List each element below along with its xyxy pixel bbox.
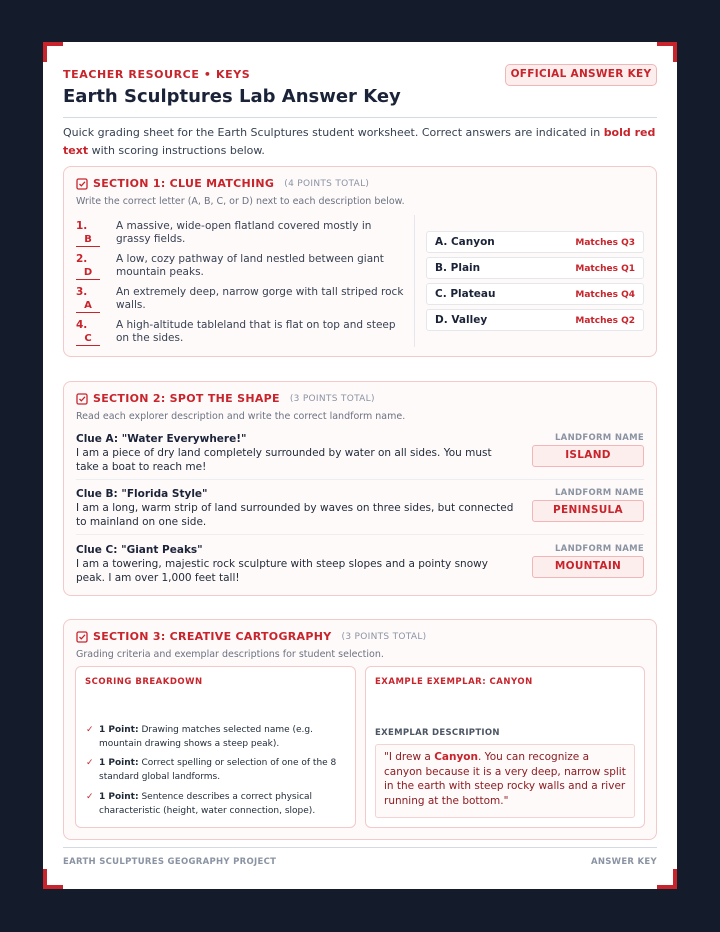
section-title: SECTION 3: CREATIVE CARTOGRAPHY: [93, 630, 332, 643]
question-text: A massive, wide-open flatland covered mostly in grassy fields.: [116, 220, 372, 245]
landform-label: LANDFORM NAME: [554, 488, 644, 498]
clue-text: I am a long, warm strip of land surrounded by waves on three sides, but connected to mainland on one side.: [76, 502, 514, 528]
corner-mark: [43, 42, 63, 62]
scoring-point: 1 Point:: [99, 758, 139, 768]
section-title: SECTION 1: CLUE MATCHING: [93, 177, 275, 190]
page-title: Earth Sculptures Lab Answer Key: [63, 86, 401, 107]
example-exemplar-card: [365, 666, 645, 828]
section-clue-matching: [63, 166, 657, 357]
clue-item: [76, 488, 644, 528]
official-badge: OFFICIAL ANSWER KEY: [505, 64, 657, 86]
match-label: A. Canyon: [435, 236, 495, 248]
landform-answer: PENINSULA: [532, 500, 644, 522]
footer-left: EARTH SCULPTURES GEOGRAPHY PROJECT: [63, 857, 277, 867]
clue-name: Clue C: "Giant Peaks": [76, 544, 203, 556]
clue-item: [76, 433, 644, 473]
exemplar-bold: Canyon: [434, 751, 478, 763]
footer-right: ANSWER KEY: [590, 857, 657, 867]
question-row: [76, 286, 406, 316]
exemplar-label: EXEMPLAR DESCRIPTION: [375, 728, 500, 738]
scoring-point: 1 Point:: [99, 792, 139, 802]
match-item: [426, 257, 644, 279]
match-item: [426, 283, 644, 305]
checkbox-icon: [76, 631, 88, 643]
checkbox-icon: [76, 178, 88, 190]
section-subtitle: Grading criteria and exemplar descriptions for student selection.: [76, 649, 384, 660]
footer-divider: [63, 847, 657, 848]
scoring-breakdown-card: [75, 666, 356, 828]
question-row: [76, 220, 406, 250]
checkmark-icon: ✓: [86, 792, 94, 802]
exemplar-after: . You can recognize a canyon because it is a very deep, narrow split in the earth with steep rocky walls and a river running at the bottom.": [384, 751, 626, 807]
match-value: Matches Q2: [575, 316, 635, 326]
question-number: 4.: [76, 319, 88, 331]
match-value: Matches Q3: [575, 238, 635, 248]
exemplar-description: [375, 744, 635, 818]
checkmark-icon: ✓: [86, 758, 94, 768]
eyebrow-label: TEACHER RESOURCE • KEYS: [63, 68, 251, 81]
question-text: A low, cozy pathway of land nestled between giant mountain peaks.: [116, 253, 384, 278]
intro-text: [63, 124, 657, 160]
section-creative-cartography: [63, 619, 657, 840]
section-header: [76, 630, 426, 643]
scoring-text: Correct spelling or selection of one of the 8 standard global landforms.: [99, 758, 337, 782]
clue-text: I am a piece of dry land completely surrounded by water on all sides. You must take a boat to reach me!: [76, 447, 492, 473]
match-item: [426, 309, 644, 331]
row-divider: [76, 534, 644, 535]
section-spot-the-shape: [63, 381, 657, 596]
question-text: A high-altitude tableland that is flat on top and steep on the sides.: [116, 319, 396, 344]
landform-answer: MOUNTAIN: [532, 556, 644, 578]
corner-mark: [43, 869, 63, 889]
match-value: Matches Q4: [575, 290, 635, 300]
answer-key-page: [43, 42, 677, 889]
header-divider: [63, 117, 657, 118]
scoring-item: [86, 790, 344, 818]
landform-label: LANDFORM NAME: [554, 544, 644, 554]
card-title: EXAMPLE EXEMPLAR: CANYON: [375, 677, 533, 687]
clue-item: [76, 544, 644, 584]
match-label: C. Plateau: [435, 288, 496, 300]
section-header: [76, 177, 369, 190]
match-value: Matches Q1: [575, 264, 635, 274]
answer-letter: A: [76, 300, 100, 313]
section-points: (3 POINTS TOTAL): [289, 393, 375, 404]
exemplar-before: "I drew a: [384, 751, 435, 763]
landform-answer: ISLAND: [532, 445, 644, 467]
column-divider: [414, 215, 415, 347]
question-text: An extremely deep, narrow gorge with tall striped rock walls.: [116, 286, 404, 311]
answer-letter: B: [76, 234, 100, 247]
question-number: 3.: [76, 286, 88, 298]
section-subtitle: Write the correct letter (A, B, C, or D) next to each description below.: [76, 196, 405, 207]
section-points: (3 POINTS TOTAL): [341, 631, 427, 642]
checkmark-icon: ✓: [86, 725, 94, 735]
intro-after: with scoring instructions below.: [88, 144, 265, 157]
scoring-point: 1 Point:: [99, 725, 139, 735]
card-title: SCORING BREAKDOWN: [85, 677, 203, 687]
match-label: B. Plain: [435, 262, 481, 274]
scoring-text: Drawing matches selected name (e.g. mountain drawing shows a steep peak).: [99, 725, 313, 749]
corner-mark: [657, 869, 677, 889]
answer-letter: D: [76, 267, 100, 280]
intro-highlight: bold red text: [63, 126, 656, 157]
match-label: D. Valley: [435, 314, 488, 326]
clue-name: Clue A: "Water Everywhere!": [76, 433, 247, 445]
row-divider: [76, 479, 644, 480]
question-number: 1.: [76, 220, 88, 232]
section-title: SECTION 2: SPOT THE SHAPE: [93, 392, 280, 405]
landform-label: LANDFORM NAME: [554, 433, 644, 443]
answer-letter: C: [76, 333, 100, 346]
intro-before: Quick grading sheet for the Earth Sculptures student worksheet. Correct answers are indicated in: [63, 126, 604, 139]
scoring-text: Sentence describes a correct physical characteristic (height, water connection, slope).: [99, 792, 316, 816]
question-number: 2.: [76, 253, 88, 265]
match-item: [426, 231, 644, 253]
checkbox-icon: [76, 393, 88, 405]
question-row: [76, 319, 406, 349]
section-points: (4 POINTS TOTAL): [284, 178, 370, 189]
scoring-item: [86, 723, 344, 751]
scoring-item: [86, 756, 344, 784]
clue-name: Clue B: "Florida Style": [76, 488, 208, 500]
question-row: [76, 253, 406, 283]
corner-mark: [657, 42, 677, 62]
section-subtitle: Read each explorer description and write the correct landform name.: [76, 411, 406, 422]
clue-text: I am a towering, majestic rock sculpture with steep slopes and a pointy snowy peak. I am over 1,000 feet tall!: [76, 558, 488, 584]
section-header: [76, 392, 375, 405]
